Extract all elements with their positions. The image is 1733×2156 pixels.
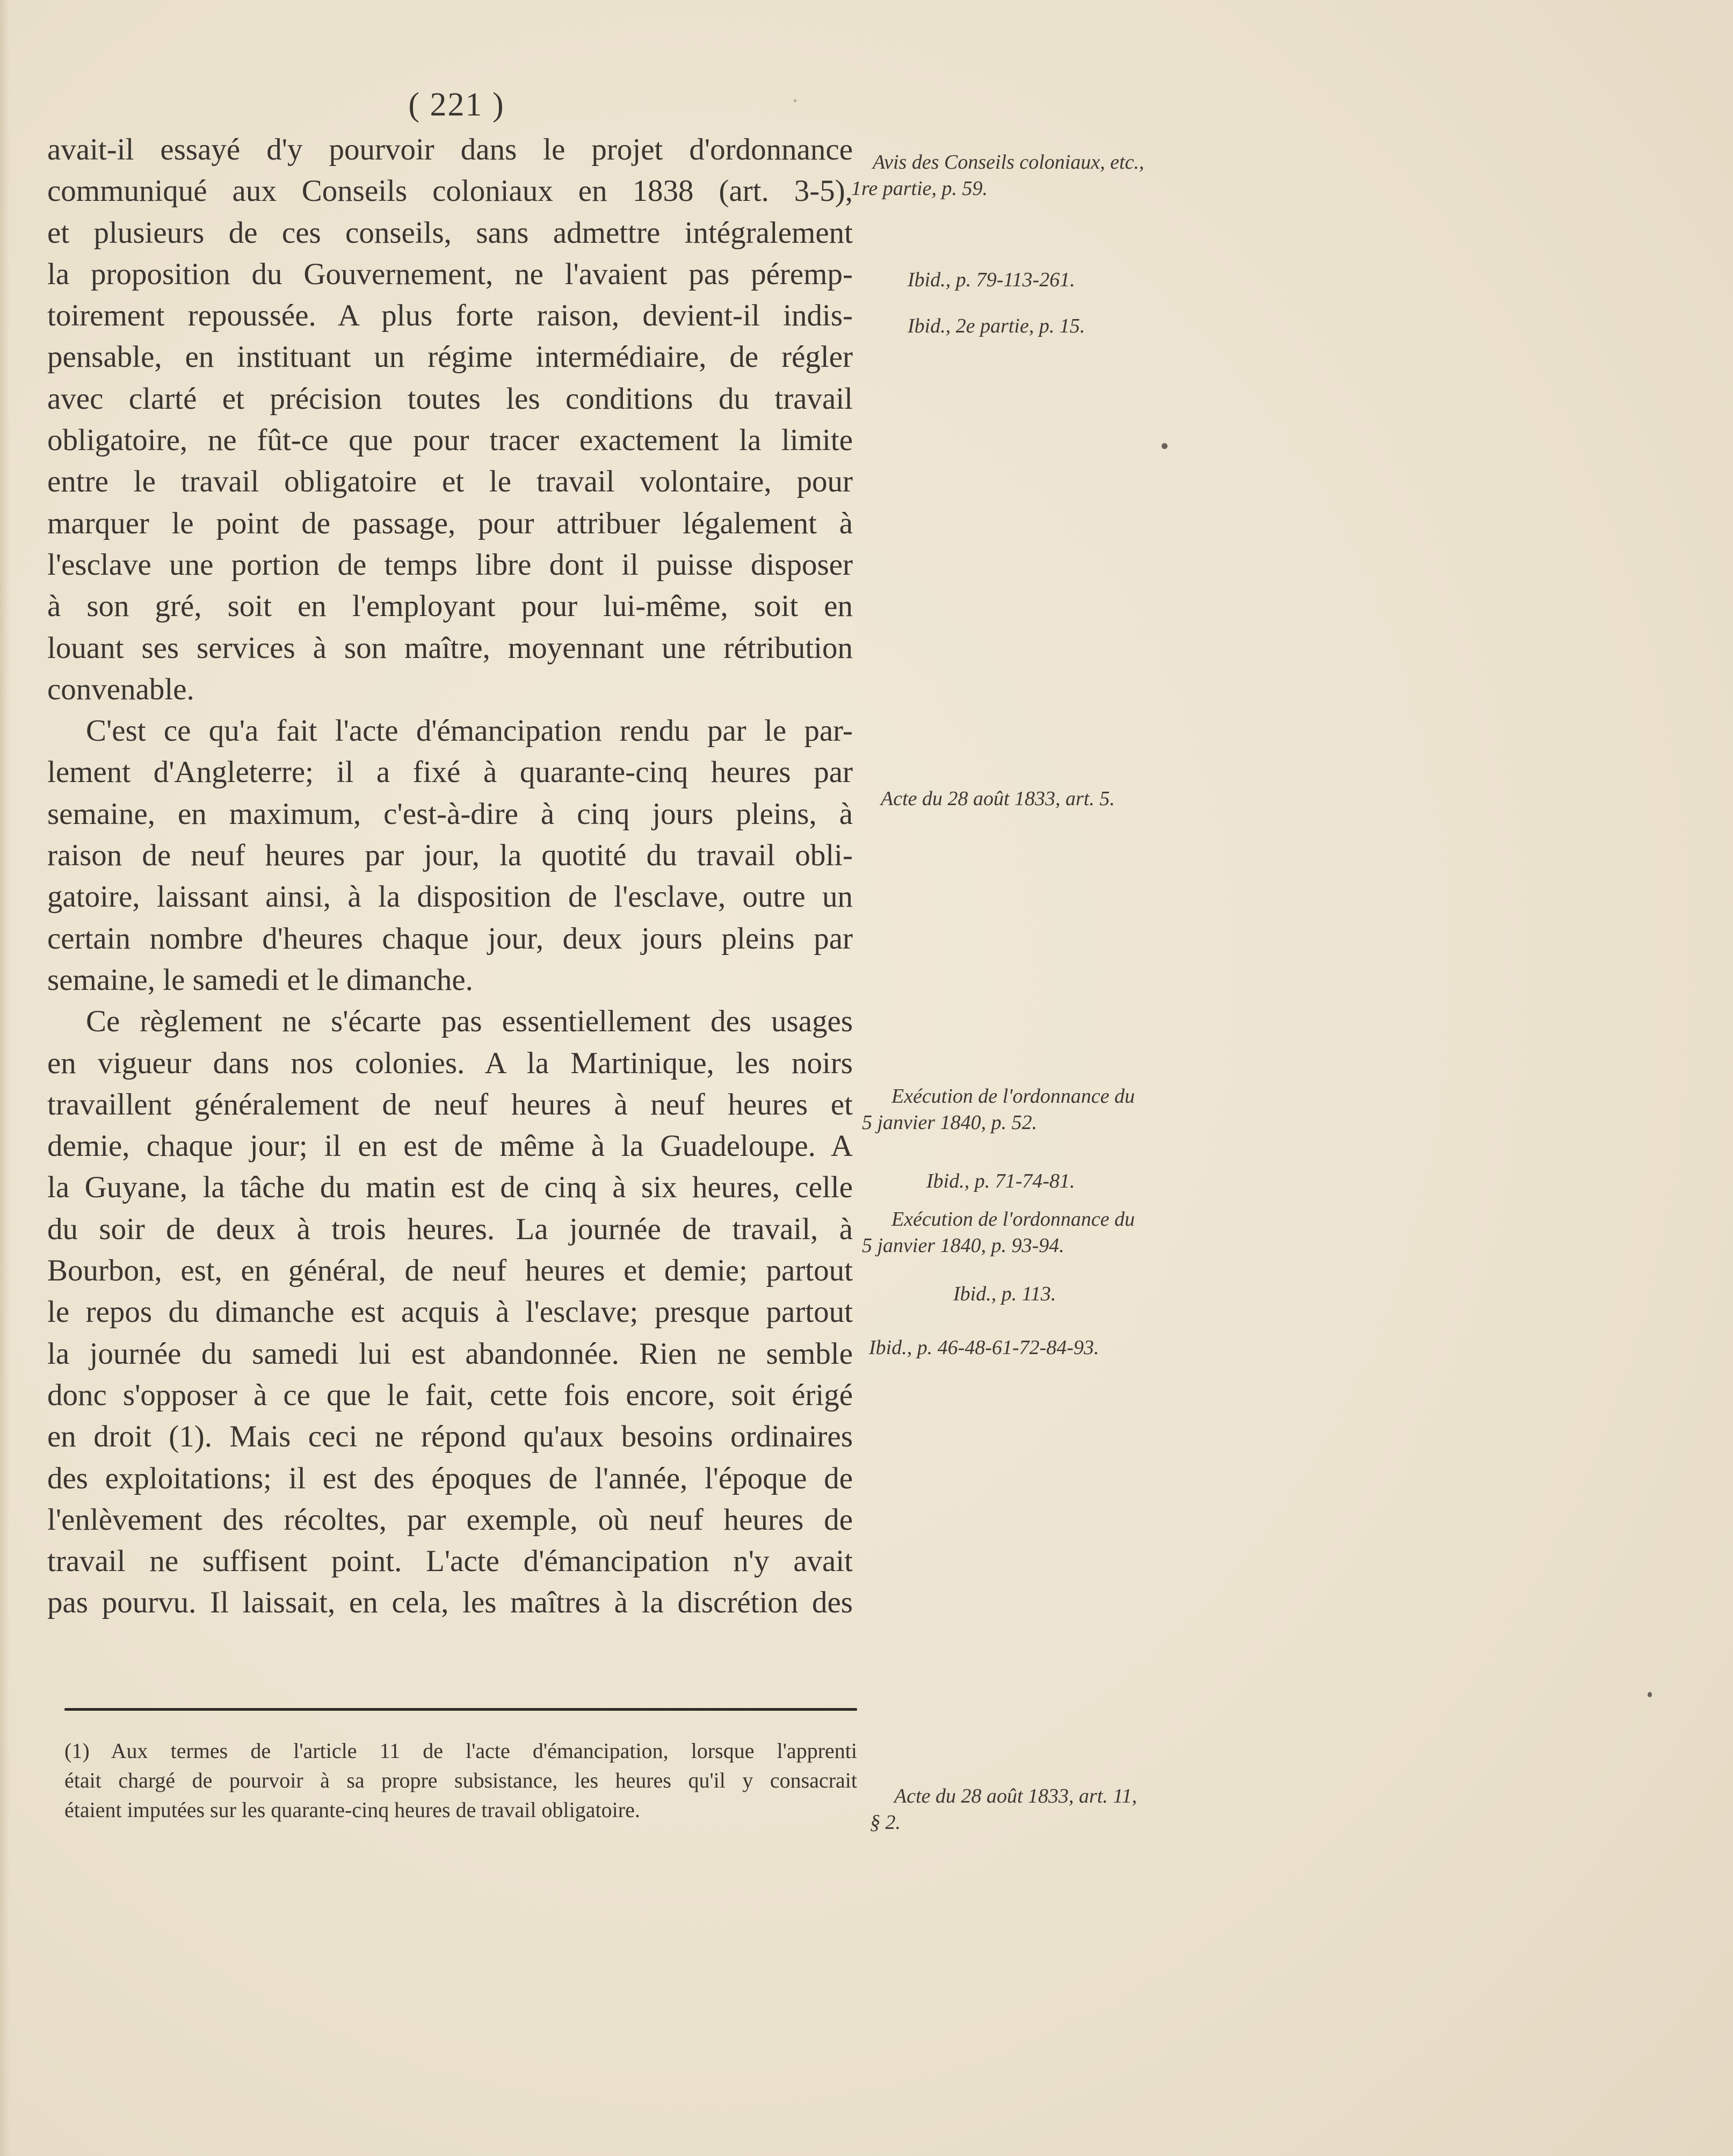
ink-speck (794, 99, 796, 102)
body-line: en vigueur dans nos colonies. A la Martinique, les noirs (47, 1046, 853, 1080)
body-line: avait-il essayé d'y pourvoir dans le projet d'ordonnance (47, 133, 853, 167)
body-line: travaillent généralement de neuf heures à neuf heures et (47, 1087, 853, 1122)
body-line: des exploitations; il est des époques de l'année, l'époque de (47, 1461, 853, 1495)
body-line: pensable, en instituant un régime intermédiaire, de régler (47, 340, 853, 374)
ink-speck (1648, 1692, 1652, 1697)
body-line: la journée du samedi lui est abandonnée. Rien ne semble (47, 1336, 853, 1371)
body-line: gatoire, laissant ainsi, à la disposition de l'esclave, outre un (47, 880, 853, 914)
body-line: louant ses services à son maître, moyennant une rétribution (47, 631, 853, 665)
body-line: convenable. (47, 672, 194, 706)
body-line: la Guyane, la tâche du matin est de cinq à six heures, celle (47, 1170, 853, 1205)
body-text (47, 129, 853, 1624)
body-line: le repos du dimanche est acquis à l'esclave; presque partout (47, 1295, 853, 1329)
body-line: la proposition du Gouvernement, ne l'avaient pas péremp- (47, 257, 853, 291)
body-line: raison de neuf heures par jour, la quotité du travail obli- (47, 838, 853, 873)
margin-note: Acte du 28 août 1833, art. 11, (894, 1785, 1137, 1807)
footnote-rule (64, 1708, 857, 1711)
margin-note: Exécution de l'ordonnance du (891, 1208, 1135, 1231)
body-line: certain nombre d'heures chaque jour, deux jours pleins par (47, 921, 853, 956)
margin-note: 5 janvier 1840, p. 93-94. (862, 1234, 1064, 1257)
body-line: l'esclave une portion de temps libre dont il puisse disposer (47, 547, 853, 582)
body-line: à son gré, soit en l'employant pour lui-même, soit en (47, 589, 853, 624)
body-line: Bourbon, est, en général, de neuf heures et demie; partout (47, 1254, 853, 1288)
margin-note: § 2. (870, 1811, 901, 1834)
margin-note: 5 janvier 1840, p. 52. (862, 1111, 1038, 1134)
margin-note: Acte du 28 août 1833, art. 5. (881, 787, 1115, 810)
margin-note: Avis des Conseils coloniaux, etc., (873, 151, 1144, 173)
margin-note: Ibid., p. 46-48-61-72-84-93. (869, 1336, 1099, 1359)
page-number: ( 221 ) (408, 86, 505, 123)
body-line: C'est ce qu'a fait l'acte d'émancipation rendu par le par- (86, 714, 853, 748)
body-line: entre le travail obligatoire et le travail volontaire, pour (47, 465, 853, 499)
ink-speck (1162, 443, 1168, 449)
body-line: travail ne suffisent point. L'acte d'émancipation n'y avait (47, 1544, 853, 1579)
body-line: l'enlèvement des récoltes, par exemple, où neuf heures de (47, 1502, 853, 1537)
body-line: et plusieurs de ces conseils, sans admettre intégralement (47, 215, 853, 250)
footnote-line: (1) Aux termes de l'article 11 de l'acte d'émancipation, lorsque l'apprenti (64, 1739, 857, 1763)
margin-note: Ibid., p. 113. (953, 1283, 1056, 1305)
body-line: demie, chaque jour; il en est de même à la Guadeloupe. A (47, 1129, 853, 1163)
body-line: Ce règlement ne s'écarte pas essentiellement des usages (86, 1004, 853, 1039)
body-line: communiqué aux Conseils coloniaux en 1838 (art. 3-5), (47, 174, 853, 208)
body-line: du soir de deux à trois heures. La journée de travail, à (47, 1212, 853, 1246)
footnote-line: était chargé de pourvoir à sa propre subsistance, les heures qu'il y consacrait (64, 1768, 857, 1792)
footnote-line: étaient imputées sur les quarante-cinq heures de travail obligatoire. (64, 1798, 640, 1822)
body-line: marquer le point de passage, pour attribuer légalement à (47, 506, 853, 540)
body-line: avec clarté et précision toutes les conditions du travail (47, 381, 853, 416)
margin-note: Ibid., p. 71-74-81. (926, 1170, 1075, 1192)
margin-note: Exécution de l'ordonnance du (891, 1085, 1135, 1108)
page-edge-shading (0, 0, 10, 2156)
margin-note: Ibid., 2e partie, p. 15. (908, 315, 1085, 337)
body-line: lement d'Angleterre; il a fixé à quarante-cinq heures par (47, 755, 853, 790)
footnote (64, 1736, 857, 1825)
body-line: semaine, en maximum, c'est-à-dire à cinq jours pleins, à (47, 797, 853, 831)
body-line: semaine, le samedi et le dimanche. (47, 963, 473, 997)
body-line: pas pourvu. Il laissait, en cela, les maîtres à la discrétion des (47, 1586, 853, 1620)
margin-note: 1re partie, p. 59. (851, 177, 988, 200)
body-line: toirement repoussée. A plus forte raison, devient-il indis- (47, 299, 853, 333)
body-line: en droit (1). Mais ceci ne répond qu'aux besoins ordinaires (47, 1420, 853, 1454)
body-line: donc s'opposer à ce que le fait, cette fois encore, soit érigé (47, 1378, 853, 1412)
margin-note: Ibid., p. 79-113-261. (908, 269, 1075, 291)
body-line: obligatoire, ne fût-ce que pour tracer exactement la limite (47, 423, 853, 458)
